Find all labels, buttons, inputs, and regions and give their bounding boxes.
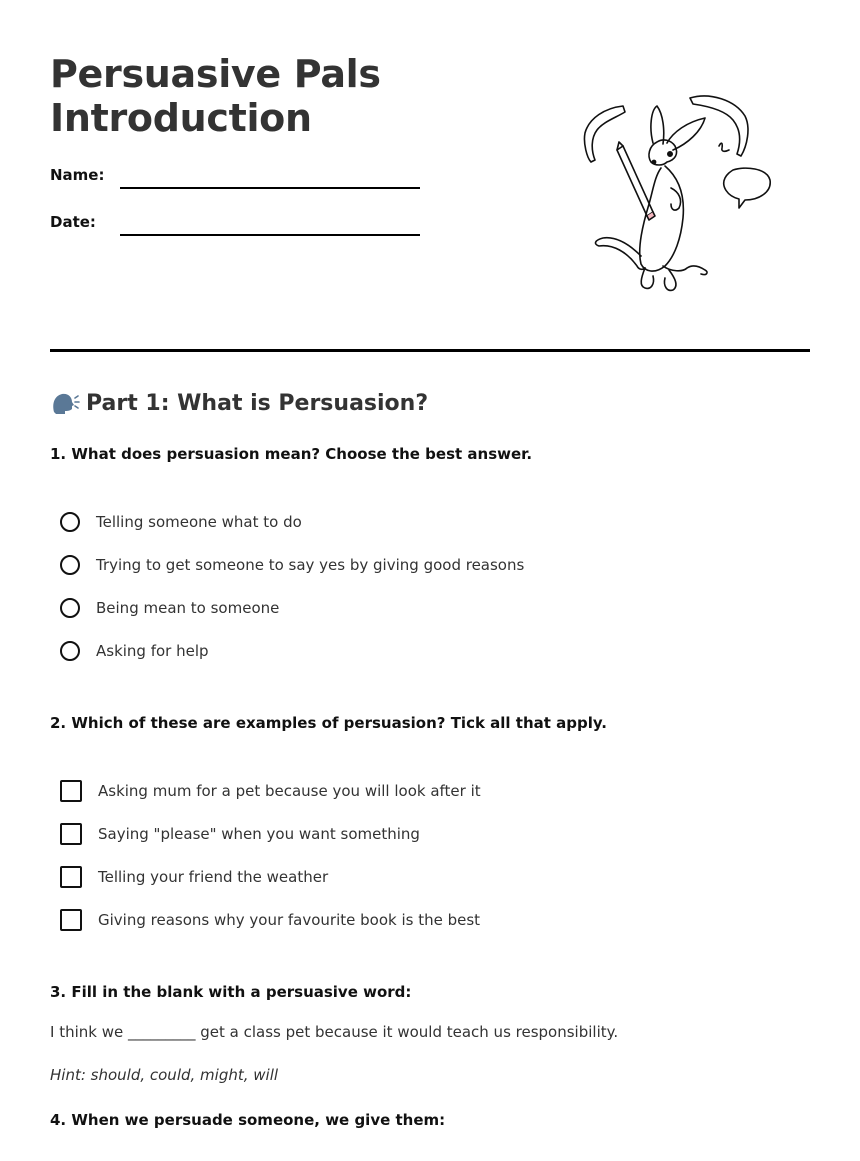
q1-option[interactable] <box>60 586 524 629</box>
option-label: Asking for help <box>96 641 209 660</box>
name-label: Name: <box>50 166 105 184</box>
title-line-1: Persuasive Pals <box>50 52 381 96</box>
option-label: Telling your friend the weather <box>98 867 329 886</box>
question-4: 4. When we persuade someone, we give them: <box>50 1111 446 1129</box>
name-line[interactable] <box>120 187 420 189</box>
date-line[interactable] <box>120 234 420 236</box>
header-divider <box>50 349 810 352</box>
option-label: Giving reasons why your favourite book is the best <box>98 910 481 929</box>
title-line-2: Introduction <box>50 96 312 140</box>
option-label: Telling someone what to do <box>96 512 302 531</box>
q1-option[interactable] <box>60 629 524 672</box>
q2-option[interactable] <box>60 769 481 812</box>
date-field[interactable] <box>50 213 420 237</box>
speaking-head-icon <box>50 390 80 416</box>
q2-option[interactable] <box>60 898 481 941</box>
radio-button[interactable] <box>60 641 80 661</box>
hint-text: Hint: should, could, might, will <box>50 1066 279 1084</box>
fill-in-sentence: I think we _________ get a class pet because it would teach us responsibility. <box>50 1023 619 1041</box>
part1-title <box>50 390 428 416</box>
option-label: Being mean to someone <box>96 598 280 617</box>
radio-button[interactable] <box>60 555 80 575</box>
question-2: 2. Which of these are examples of persuasion? Tick all that apply. <box>50 714 607 732</box>
q2-option[interactable] <box>60 812 481 855</box>
kangaroo-with-pencil-icon <box>575 88 780 298</box>
q1-option[interactable] <box>60 500 524 543</box>
option-label: Asking mum for a pet because you will look after it <box>98 781 481 800</box>
option-label: Saying "please" when you want something <box>98 824 420 843</box>
q2-option[interactable] <box>60 855 481 898</box>
q1-option[interactable] <box>60 543 524 586</box>
radio-button[interactable] <box>60 512 80 532</box>
radio-button[interactable] <box>60 598 80 618</box>
q1-options <box>60 500 524 672</box>
name-field[interactable] <box>50 166 420 190</box>
checkbox[interactable] <box>60 823 82 845</box>
q2-options <box>60 769 481 941</box>
option-label: Trying to get someone to say yes by giving good reasons <box>96 555 525 574</box>
question-1: 1. What does persuasion mean? Choose the best answer. <box>50 445 533 463</box>
page-title <box>50 52 381 140</box>
checkbox[interactable] <box>60 909 82 931</box>
question-3: 3. Fill in the blank with a persuasive word: <box>50 983 412 1001</box>
part1-title-text: Part 1: What is Persuasion? <box>86 390 429 416</box>
checkbox[interactable] <box>60 866 82 888</box>
date-label: Date: <box>50 213 96 231</box>
checkbox[interactable] <box>60 780 82 802</box>
